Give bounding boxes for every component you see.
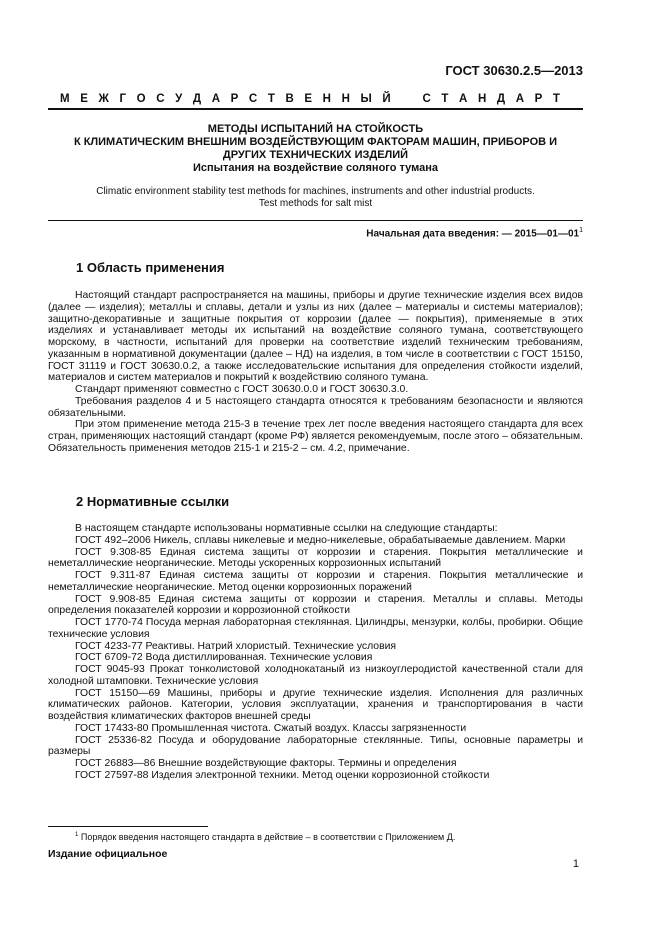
interstate-letter: С <box>248 93 258 105</box>
interstate-letter: Р <box>230 93 239 105</box>
introduction-date-text: Начальная дата введения: — 2015—01—01 <box>366 228 580 240</box>
interstate-letter: А <box>515 93 525 105</box>
interstate-letter: С <box>422 93 431 105</box>
page-number: 1 <box>572 858 579 870</box>
interstate-letter: Т <box>552 93 560 105</box>
reference-item: ГОСТ 26883—86 Внешние воздействующие факторы. Термины и определения <box>75 758 457 769</box>
title-rule <box>48 220 583 221</box>
interstate-letter: А <box>459 93 468 105</box>
reference-item: ГОСТ 492–2006 Никель, сплавы никелевые и медно-никелевые, обрабатываемые давлением. Марки <box>75 534 566 546</box>
interstate-standard-label <box>60 93 560 105</box>
interstate-letter: О <box>136 93 146 105</box>
english-title <box>48 186 583 210</box>
interstate-letter: В <box>285 93 294 105</box>
title-line-4: Испытания на воздействие соляного тумана <box>192 162 439 174</box>
interstate-letter: Н <box>322 93 331 105</box>
reference-item: ГОСТ 9.311-87 Единая система защиты от коррозии и старения. Покрытия металлические и неметаллические неорганические. Метод оценки коррозионных поражений <box>48 570 583 593</box>
section-1-body <box>48 290 583 455</box>
title-line-3: ДРУГИХ ТЕХНИЧЕСКИХ ИЗДЕЛИЙ <box>222 149 409 161</box>
section-2-heading: 2 Нормативные ссылки <box>76 494 230 509</box>
english-title-line-1: Climatic environment stability test methods for machines, instruments and other industrial products. <box>96 186 535 197</box>
reference-item: ГОСТ 27597-88 Изделия электронной техники. Метод оценки коррозионной стойкости <box>75 769 490 781</box>
interstate-letter: Д <box>192 93 202 105</box>
paragraph: Требования разделов 4 и 5 настоящего стандарта относятся к требованиям безопасности и являются обязательными. <box>48 395 583 419</box>
interstate-letter: Е <box>80 93 88 105</box>
reference-item: ГОСТ 9.908-85 Единая система защиты от коррозии и старения. Металлы и сплавы. Методы определения показателей коррозии и коррозионной стойкости <box>48 593 583 617</box>
interstate-letter: Т <box>267 93 275 105</box>
reference-item: ГОСТ 17433-80 Промышленная чистота. Сжатый воздух. Классы загрязненности <box>75 722 467 734</box>
interstate-letter: Й <box>382 93 391 105</box>
interstate-letter: Т <box>441 93 449 105</box>
introduction-date-footnote-mark: 1 <box>579 227 583 234</box>
paragraph: Настоящий стандарт распространяется на машины, приборы и другие технические изделия всех видов (далее — изделия); металлы и сплавы, детали и узлы из них (далее – материалы и системы материалов); защитно-декоративные и защитные покрытия от коррозии (далее — покрытия), применяемые в этих изделиях и устанавливает методы их испытаний на воздействие соляного тумана, соответствующего морскому, в частности, испытаний для проверки на соответствие изделий техническим требованиям, указанным в нормативной документации (далее – НД) на изделия, в том числе в соответствии с ГОСТ 15150, ГОСТ 31119 и ГОСТ 30630.0.2, а также исследовательские испытания для определения стойкости изделий, материалов и систем материалов и покрытий к воздействию соляного тумана. <box>48 290 583 384</box>
reference-item: ГОСТ 4233-77 Реактивы. Натрий хлористый. Технические условия <box>75 640 397 652</box>
reference-item: ГОСТ 15150—69 Машины, приборы и другие технические изделия. Исполнения для различных климатических районов. Категории, условия эксплуатации, хранения и транспортирования в части воздействия климатических факторов внешней среды <box>48 687 583 722</box>
reference-item: ГОСТ 1770-74 Посуда мерная лабораторная стеклянная. Цилиндры, мензурки, колбы, пробирки. Общие технические условия <box>48 617 583 640</box>
interstate-letter: С <box>156 93 165 105</box>
interstate-letter: Д <box>496 93 506 105</box>
interstate-letter: Ы <box>360 93 372 105</box>
footnote-mark: 1 <box>75 832 79 838</box>
interstate-letter: У <box>175 93 183 105</box>
interstate-letter: Г <box>119 93 127 105</box>
footnote <box>75 832 455 842</box>
paragraph: Стандарт применяют совместно с ГОСТ 30630.0.0 и ГОСТ 30630.3.0. <box>75 384 409 395</box>
header-rule <box>48 108 583 110</box>
reference-item: ГОСТ 25336-82 Посуда и оборудование лабораторные стеклянные. Типы, основные параметры и размеры <box>48 734 583 758</box>
reference-item: ГОСТ 9045-93 Прокат тонколистовой холоднокатаный из низкоуглеродистой качественной стали для холодной штамповки. Технические условия <box>48 664 583 687</box>
interstate-letter: Р <box>534 93 543 105</box>
section-2-body <box>48 523 583 782</box>
reference-item: ГОСТ 9.308-85 Единая система защиты от коррозии и старения. Покрытия металлические и неметаллические неорганические. Методы ускоренных коррозионных испытаний <box>48 546 583 570</box>
interstate-letter: М <box>60 93 70 105</box>
footnote-rule <box>48 826 208 827</box>
interstate-letter: Е <box>304 93 313 105</box>
title-line-2: К КЛИМАТИЧЕСКИМ ВНЕШНИМ ВОЗДЕЙСТВУЮЩИМ ФАКТОРАМ МАШИН, ПРИБОРОВ И <box>73 136 558 148</box>
official-edition-label: Издание официальное <box>48 848 168 860</box>
english-title-line-2: Test methods for salt mist <box>258 198 373 209</box>
interstate-letter: Ж <box>98 93 109 105</box>
section-1-heading: 1 Область применения <box>76 260 225 275</box>
title-line-1: МЕТОДЫ ИСПЫТАНИЙ НА СТОЙКОСТЬ <box>207 123 424 135</box>
reference-item: ГОСТ 6709-72 Вода дистиллированная. Технические условия <box>75 652 373 664</box>
introduction-date <box>366 227 583 239</box>
footnote-text: Порядок введения настоящего стандарта в действие – в соответствии с Приложением Д. <box>80 832 456 842</box>
document-code: ГОСТ 30630.2.5—2013 <box>445 63 583 78</box>
paragraph: В настоящем стандарте использованы нормативные ссылки на следующие стандарты: <box>75 523 498 534</box>
paragraph: При этом применение метода 215-3 в течение трех лет после введения настоящего стандарта для всех стран, применяющих настоящий стандарт (кроме РФ) является рекомендуемым, после этого – обязательным. Обязательность применения методов 215-1 и 215-2 – см. 4.2, примечание. <box>48 419 583 454</box>
interstate-letter: А <box>211 93 221 105</box>
interstate-letter: Н <box>477 93 487 105</box>
interstate-letter: Н <box>341 93 350 105</box>
title-block <box>48 123 583 175</box>
